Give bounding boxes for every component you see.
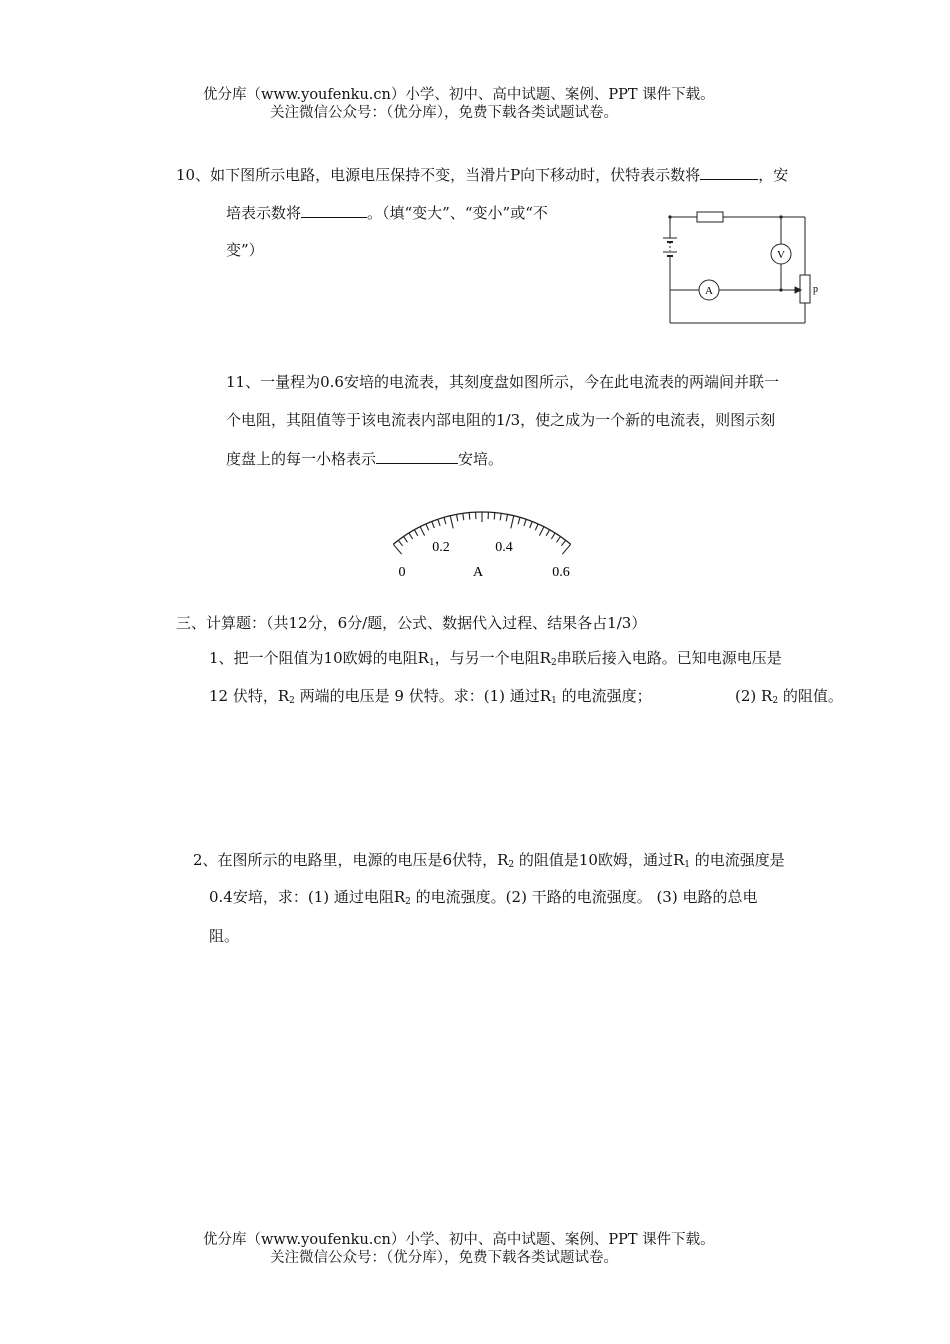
dial-tick	[524, 519, 526, 526]
p1-text: 的阻值。	[778, 687, 843, 705]
p1-subscript: 2	[550, 658, 557, 668]
p1-text: ，与另一个电阻R	[434, 649, 551, 667]
dial-tick	[414, 530, 417, 536]
q10-voltmeter-blank	[700, 165, 758, 180]
dial-tick	[535, 524, 538, 530]
p2-line-3: 阻。	[209, 927, 240, 945]
q11-text-3a: 度盘上的每一小格表示	[226, 450, 377, 468]
dial-tick	[546, 530, 549, 536]
slider-label: p	[813, 284, 818, 295]
p2-text: 2、在图所示的电路里，电源的电压是6伏特，R	[193, 851, 509, 869]
dial-tick	[432, 522, 435, 529]
p2-text: 0.4安培，求：(1) 通过电阻R	[209, 888, 406, 906]
dial-label-0.6: 0.6	[552, 565, 570, 580]
p2-subscript: 2	[405, 897, 411, 907]
q11-text-3b: 安培。	[458, 450, 504, 468]
dial-tick	[420, 527, 425, 536]
p1-text: 串联后接入电路。已知电源电压是	[556, 649, 782, 667]
dial-tick	[450, 516, 453, 529]
dial-tick	[469, 513, 470, 520]
p1-text: 1、把一个阻值为10欧姆的电阻R	[209, 649, 429, 667]
dial-tick	[393, 544, 401, 554]
voltmeter-label: V	[777, 249, 785, 261]
dial-ticks	[393, 512, 570, 554]
p1-subscript: 1	[551, 696, 557, 706]
p1-text: 两端的电压是 9 伏特。求：(1) 通过R	[294, 687, 552, 705]
p1-text: 的电流强度；	[556, 687, 652, 705]
q10-circuit-diagram	[655, 205, 830, 330]
p1-line-2	[209, 686, 652, 711]
dial-label-0.2: 0.2	[432, 540, 450, 555]
q10-text-1a: 10、如下图所示电路，电源电压保持不变，当滑片P向下移动时，伏特表示数将	[176, 166, 701, 184]
q10-text-2b: 。（填“变大”、“变小”或“不	[367, 204, 548, 222]
p1-text: (2) R	[735, 687, 773, 705]
p2-line-1	[193, 850, 785, 875]
header-line-1: 优分库（www.youfenku.cn）小学、初中、高中试题、案例、PPT 课件下载。	[203, 87, 715, 103]
junction-dot	[779, 215, 782, 218]
dial-tick	[551, 533, 555, 539]
p1-subscript: 2	[772, 696, 779, 706]
q10-line-2	[226, 203, 548, 223]
dial-tick	[561, 540, 565, 546]
q11-line-3	[226, 449, 503, 469]
ammeter-dial	[370, 500, 600, 585]
q10-line-1	[176, 165, 788, 185]
dial-tick	[530, 522, 533, 529]
dial-label-0: 0	[398, 565, 406, 580]
dial-tick	[426, 524, 429, 530]
junction-dot	[779, 288, 782, 291]
p2-text: 的阻值是10欧姆，通过R	[514, 851, 685, 869]
footer-line-1: 优分库（www.youfenku.cn）小学、初中、高中试题、案例、PPT 课件下载。	[203, 1232, 715, 1248]
dial-tick	[506, 514, 507, 521]
dial-tick	[539, 527, 544, 536]
dial-tick	[500, 513, 501, 520]
p1-subscript: 1	[428, 658, 435, 668]
p2-text: 的电流强度。(2) 干路的电流强度。 (3) 电路的总电	[410, 888, 758, 906]
dial-label-0.4: 0.4	[495, 540, 513, 555]
dial-tick	[438, 519, 440, 526]
q11-line-2: 个电阻，其阻值等于该电流表内部电阻的1/3，使之成为一个新的电流表，则图示刻	[226, 411, 776, 429]
fixed-resistor	[697, 212, 723, 222]
q10-line-3: 变”）	[226, 241, 264, 259]
dial-tick	[398, 540, 402, 546]
q10-ammeter-blank	[301, 203, 367, 218]
p2-text: 的电流强度是	[690, 851, 785, 869]
dial-tick	[444, 517, 446, 524]
q10-text-2a: 培表示数将	[226, 204, 302, 222]
section3-title: 三、计算题：（共12分，6分/题，公式、数据代入过程、结果各占1/3）	[176, 614, 647, 632]
dial-tick	[457, 514, 458, 521]
p1-line-1	[209, 648, 782, 673]
dial-tick	[562, 544, 570, 554]
dial-tick	[557, 537, 561, 543]
dial-tick	[409, 533, 413, 539]
dial-tick	[404, 537, 408, 543]
q11-answer-blank	[376, 449, 458, 464]
dial-tick	[463, 513, 464, 520]
dial-unit-label: A	[472, 565, 484, 580]
header-line-2: 关注微信公众号：（优分库），免费下载各类试题试卷。	[270, 105, 618, 121]
rheostat	[800, 275, 810, 303]
p2-subscript: 1	[684, 860, 691, 870]
p1-text: 12 伏特，R	[209, 687, 290, 705]
p1-subscript: 2	[289, 696, 295, 706]
p1-line-2-part-2	[735, 686, 843, 711]
p2-subscript: 2	[508, 860, 515, 870]
junction-dot	[668, 215, 671, 218]
q11-line-1: 11、一量程为0.6安培的电流表，其刻度盘如图所示，今在此电流表的两端间并联一	[226, 373, 779, 391]
dial-tick	[518, 517, 520, 524]
dial-tick	[511, 516, 514, 529]
ammeter-label: A	[705, 285, 713, 297]
q10-text-1b: ，安	[758, 166, 789, 184]
dial-tick	[494, 513, 495, 520]
footer-line-2: 关注微信公众号：（优分库），免费下载各类试题试卷。	[270, 1250, 618, 1266]
p2-line-2	[209, 887, 757, 912]
